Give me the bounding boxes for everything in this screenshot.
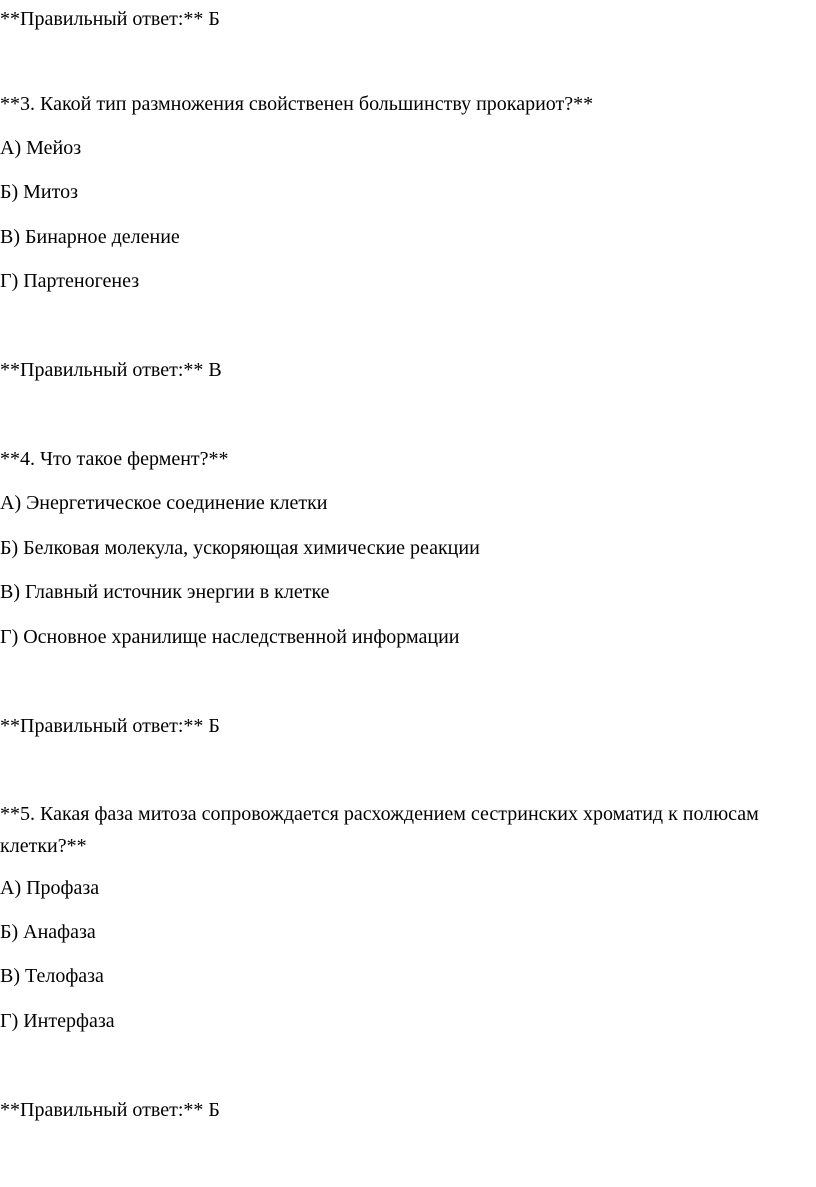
question-4: **4. Что такое фермент?** [0,448,229,470]
answer-q5: **Правильный ответ:** Б [0,1099,220,1121]
q5-option-d: Г) Интерфаза [0,1010,115,1032]
q4-option-b: Б) Белковая молекула, ускоряющая химические реакции [0,537,480,559]
answer-q3: **Правильный ответ:** В [0,359,222,381]
q4-option-c: В) Главный источник энергии в клетке [0,581,330,603]
q4-option-d: Г) Основное хранилище наследственной информации [0,626,460,648]
q3-option-a: А) Мейоз [0,137,82,159]
question-3: **3. Какой тип размножения свойственен большинству прокариот?** [0,93,594,115]
q3-option-d: Г) Партеногенез [0,270,140,292]
q4-option-a: А) Энергетическое соединение клетки [0,492,328,514]
question-5: **5. Какая фаза митоза сопровождается расхождением сестринских хроматид к полюсам клетки?** [0,803,759,857]
q5-option-b: Б) Анафаза [0,921,96,943]
q3-option-c: В) Бинарное деление [0,226,180,248]
answer-q4: **Правильный ответ:** Б [0,715,220,737]
q5-option-a: А) Профаза [0,877,100,899]
answer-q2: **Правильный ответ:** Б [0,8,220,30]
q3-option-b: Б) Митоз [0,181,79,203]
q5-option-c: В) Телофаза [0,965,104,987]
